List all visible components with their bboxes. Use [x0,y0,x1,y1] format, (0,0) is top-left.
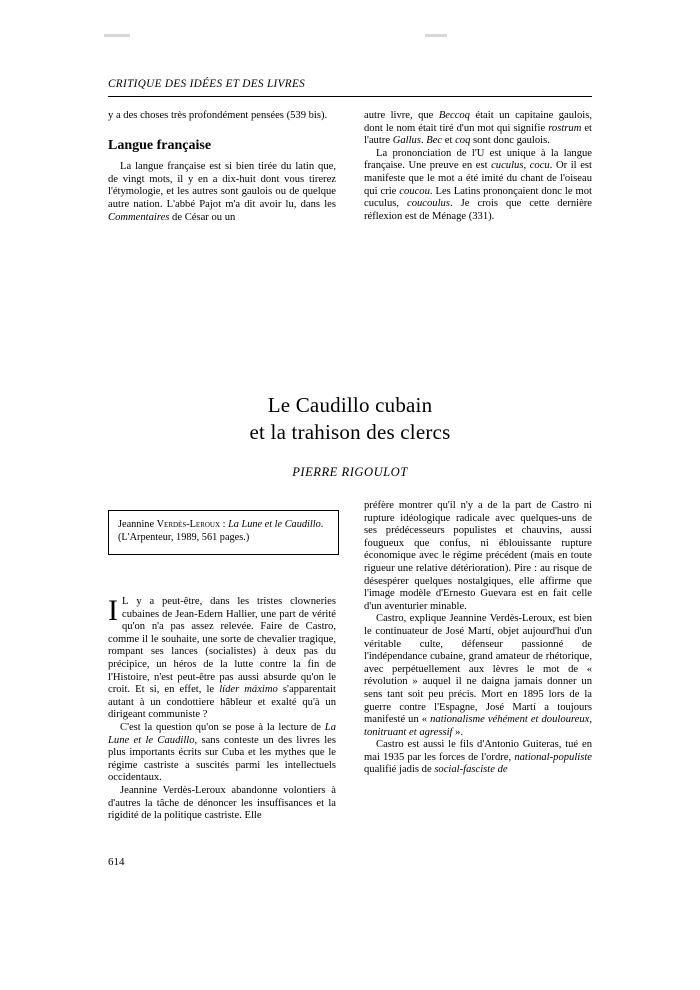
text-run: était un capitaine gaulois, dont le nom était tiré d'un mot qui signifie [364,110,592,134]
text-run: . [420,135,427,147]
text-run: et [442,135,456,147]
column-top-left [108,110,336,224]
paragraph [364,739,592,777]
italic-word: rostrum [548,122,582,134]
paragraph [108,722,336,785]
text-run: . Or il est manifeste que le mot a été imité du chant de l'oiseau qui crie [364,160,592,197]
paragraph [108,161,336,224]
text-run: ». [452,726,464,738]
book-reference-box [108,510,339,555]
column-body-right [364,500,592,777]
italic-term: national-populiste [514,751,592,763]
paragraph: y a des choses très profondément pensées (539 bis). [108,110,328,121]
paragraph: préfère montrer qu'il n'y a de la part de Castro ni rupture idéologique radicale avec quelques-uns de ses prédécesseurs populistes et chauvins, aussi fougueux que confus, ni éblouissante rupture économique avec le régime précédent (mais en toute rigueur une relative détérioration). Pire : au risque de désespérer quelques nostalgiques, elle affirme que l'image modèle d'Ernesto Guevara est en fait celle d'un aventurier minable. [364,500,592,612]
paragraph [364,110,592,148]
article-byline: PIERRE RIGOULOT [292,465,408,479]
paragraph [364,148,592,224]
italic-word: Gallus [392,135,421,147]
italic-title: Commentaires [108,211,170,223]
italic-word: coucou [399,185,430,197]
header-rule [108,96,592,97]
title-line-2: et la trahison des clercs [249,420,451,444]
text-run: sont donc gaulois. [470,135,550,147]
drop-cap: I [108,594,118,627]
text-run: et l'autre [364,122,592,147]
column-top-right [364,110,592,223]
lead-smallcap: L [122,596,129,607]
text-run: autre livre, que [364,110,439,121]
running-head: CRITIQUE DES IDÉES ET DES LIVRES [108,78,306,90]
page-number: 614 [108,856,125,868]
text-run: . (L'Arpenteur, 1989, 561 pages.) [118,519,324,543]
text-run: . Les Latins prononçaient donc le mot cuculus, [364,185,592,210]
text-run: Jeannine [118,519,157,530]
article-title [108,392,592,446]
text-run: Castro est aussi le fils d'Antonio Guiteras, tué en mai 1935 par les forces de l'ordre, [364,739,592,763]
italic-quote: nationalisme véhément et douloureux, tonitruant et agressif [364,714,592,738]
text-run: y a peut-être, dans les tristes clowneries cubaines de Jean-Edern Hallier, une part de vérité qu'on n'a pas assez relevée. Faire de Castro, comme il le souhaite, une sorte de chevalier tragique, rompant ses lances (socialistes) à deux pas du précipice, un héros de la lutte contre la fin de l'Histoire, n'est peut-être pas aussi absurde qu'on le croit. Et si, en effet, le [108,596,336,696]
book-title: La Lune et le Caudillo [228,519,321,530]
text-run: . Je crois que cette dernière réflexion est de Ménage (331). [364,198,592,222]
italic-word: coq [455,135,471,147]
scan-mark-right [425,34,447,37]
paragraph: Jeannine Verdès-Leroux abandonne volontiers à d'autres la tâche de dénoncer les insuffisances et la rigidité de la politique castriste. Elle [108,784,336,822]
text-run: s'apparentait autant à un condottiere hâbleur et exalté qu'à un dirigeant communiste ? [108,684,336,721]
paragraph [364,613,592,739]
scan-mark-left [104,34,130,37]
book-title: La Lune et le Caudillo [108,721,336,746]
text-run: , sans conteste un des livres les plus importants écrits sur Cuba et les mythes que le régime castriste a suscités parmi les intellectuels occidentaux. [108,734,336,784]
italic-word: Beccoq [438,110,470,121]
text-run: La prononciation de l'U est unique à la langue française. Une preuve en est [364,147,592,172]
title-line-1: Le Caudillo cubain [267,393,433,417]
italic-word: cuculus, cocu [491,160,550,172]
text-run: Castro, explique Jeannine Verdès-Leroux, est bien le continuateur de José Martí, objet aujourd'hui d'un véritable culte, défenseur passionné de l'indépendance cubaine, grand amateur de rhétorique, avec perpétuellement aux lèvres le mot de « révolution » auquel il ne daigna jamais donner un sens tant soit peu précis. Mort en 1895 lors de la guerre contre l'Espagne, José Martí a toujours manifesté un « [364,613,592,726]
text-run: C'est la question qu'on se pose à la lecture de [120,721,325,733]
author-smallcaps: Verdès-Leroux [156,519,221,530]
italic-phrase: líder máximo [219,684,278,696]
column-body-left [108,596,336,823]
text-run: qualifié jadis de [364,764,435,776]
text-run: : [220,519,229,530]
paragraph-with-dropcap [108,596,336,722]
italic-word: coucoulus [407,198,450,210]
section-heading: Langue française [108,137,212,153]
italic-word: Bec [426,135,443,147]
text-run: La langue française est si bien tirée du latin que, de vingt mots, il y en a dix-huit dont vous tirerez l'étymologie, et les autres sont gaulois ou de quelque autre nation. L'abbé Pajot m'a dit avoir lu, dans les [108,161,336,210]
text-run: de César ou un [169,211,236,223]
italic-term: social-fasciste de [434,764,508,776]
